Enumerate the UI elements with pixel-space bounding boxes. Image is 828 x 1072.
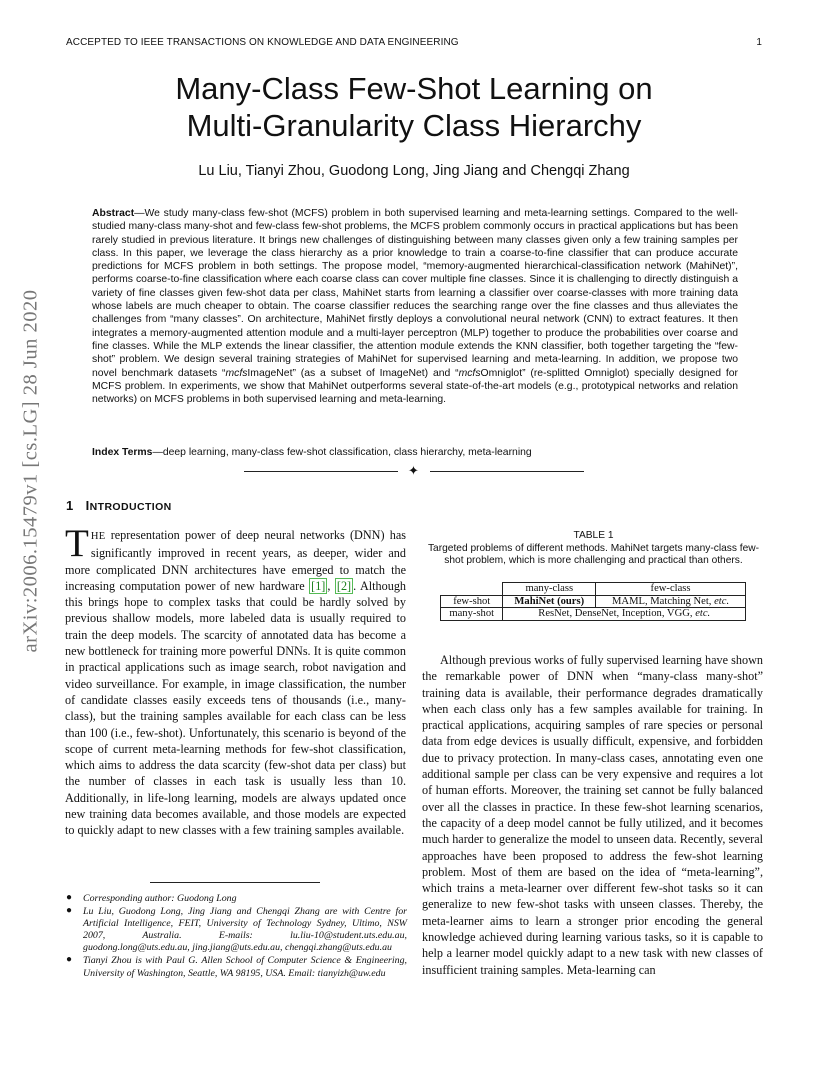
table-cell	[596, 595, 746, 608]
table-row-label: many-shot	[441, 608, 503, 621]
footnote-item	[66, 906, 407, 954]
table-row	[441, 608, 746, 621]
intro-paragraph-part-1: representation power of deep neural networks (DNN) has significantly improved in recent years, as deeper, wider and more complicated DNN architectures have emerged to match the increasing computation power of new hardware	[65, 528, 406, 593]
intro-left-column	[65, 522, 407, 839]
venue-header: ACCEPTED TO IEEE TRANSACTIONS ON KNOWLEDGE AND DATA ENGINEERING	[66, 37, 459, 48]
abstract-mcfs-2: mcfs	[458, 367, 481, 379]
abstract-text: —We study many-class few-shot (MCFS) problem in both supervised learning and meta-learning settings. Compared to the well-studied many-class many-shot and few-class few-shot problems, the MCFS problem commonly occurs in practical applications but has been rarely studied in previous literature. It brings new challenges of distinguishing between many classes given only a few training samples per class. In this paper, we leverage the class hierarchy as a prior knowledge to train a coarse-to-fine classifier that can produce accurate predictions for MCFS problem in both settings. The propose model, “memory-augmented hierarchical-classification network (MahiNet)”, performs coarse-to-fine classification where each coarse class can cover multiple fine classes. Since it is challenging to directly distinguish a variety of fine classes given few-shot data per class, MahiNet starts from learning a classifier over coarse-classes with more training data whose labels are much cheaper to obtain. The coarse classifier reduces the searching range over the fine classes and thus alleviates the challenges from “many classes”. On architecture, MahiNet firstly deploys a convolutional neural network (CNN) to extract features. It then integrates a memory-augmented attention module and a multi-layer perceptron (MLP) together to produce the probabilities over coarse and fine classes. While the MLP extends the linear classifier, the attention module extends the KNN classifier, both together targeting the “few-shot” problem. We design several training strategies of MahiNet for supervised learning and meta-learning. In addition, we propose two novel benchmark datasets “	[92, 208, 738, 379]
section-heading	[66, 498, 172, 513]
table-row	[441, 595, 746, 608]
abstract-text-3: Omniglot” (re-splitted Omniglot) specially designed for MCFS problem. In experiments, we show that MahiNet outperforms several state-of-the-art models (e.g., prototypical networks and relation networks) on MCFS problems in both supervised learning and meta-learning.	[92, 367, 738, 406]
section-title-initial: I	[85, 498, 90, 513]
index-terms	[92, 446, 738, 459]
divider-line-left	[244, 471, 398, 472]
title-line-1: Many-Class Few-Shot Learning on	[175, 71, 653, 106]
arxiv-identifier: arXiv:2006.15479v1 [cs.LG] 28 Jun 2020	[19, 289, 42, 653]
page-number: 1	[756, 37, 762, 48]
footnote-text: Tianyi Zhou is with Paul G. Allen School of Computer Science & Engineering, University of Washington, Seattle, WA 98195, USA. Email: tianyizh@uw.edu	[83, 955, 407, 979]
citation-separator: ,	[327, 578, 335, 593]
table-label: TABLE 1	[573, 530, 614, 541]
diamond-icon: ✦	[408, 463, 419, 478]
abstract-text-2: ImageNet” (as a subset of ImageNet) and “	[247, 367, 459, 379]
table-cell-mahinet: MahiNet (ours)	[503, 595, 596, 608]
divider-line-right	[430, 471, 584, 472]
footnote-item	[66, 955, 407, 979]
section-number: 1	[66, 498, 74, 513]
table-cell-etc: etc.	[695, 608, 711, 619]
footnote-item	[66, 893, 407, 905]
abstract-mcfs-1: mcfs	[225, 367, 248, 379]
bullet-icon: ●	[66, 892, 73, 903]
table-corner-cell	[441, 583, 503, 596]
footnote-text: Corresponding author: Guodong Long	[83, 893, 237, 904]
title-line-2: Multi-Granularity Class Hierarchy	[186, 108, 642, 143]
author-list: Lu Liu, Tianyi Zhou, Guodong Long, Jing Jiang and Chengqi Zhang	[198, 163, 630, 179]
methods-table	[440, 582, 746, 621]
index-terms-label: Index Terms	[92, 447, 153, 458]
table-cell	[503, 608, 746, 621]
paper-title	[0, 70, 828, 144]
running-header	[66, 37, 762, 48]
table-caption	[422, 530, 765, 568]
first-word-smallcaps: HE	[90, 531, 106, 542]
citation-link-2[interactable]: [2]	[336, 578, 352, 593]
table-cell-text: MAML, Matching Net,	[612, 595, 715, 607]
drop-cap: T	[65, 522, 89, 565]
arxiv-stamp	[16, 286, 46, 656]
intro-paragraph-part-2: . Although this brings hope to complex tasks that could be hardly solved by previous shallow models, more labeled data is usually required to train the deep models. The scarcity of annotated data has become a new bottleneck for training more powerful DNNs. It is quite common in practical applications such as image search, robot navigation and video surveillance. For example, in image classification, the number of candidate classes easily exceeds tens of thousands (i.e., many-class), but the training samples available for each class can be less than 100 (i.e., few-shot). Unfortunately, this scenario is beyond of the scope of current meta-learning methods for few-shot classification, which aims to address the data scarcity (few-shot data per class) but the number of classes in each task is usually less than 10. Additionally, in life-long learning, models are always updated once new training data becomes available, and those models are expected to quickly adapt to new classes with a few training samples available.	[65, 578, 407, 838]
table-header-cell: few-class	[596, 583, 746, 596]
table-cell-etc: etc.	[714, 595, 730, 607]
footnotes	[66, 893, 407, 981]
index-terms-text: —deep learning, many-class few-shot classification, class hierarchy, meta-learning	[152, 447, 532, 458]
table-header-cell: many-class	[503, 583, 596, 596]
bullet-icon: ●	[66, 905, 73, 917]
table-row	[441, 583, 746, 596]
section-title-rest: NTRODUCTION	[89, 501, 172, 513]
intro-right-column: Although previous works of fully supervised learning have shown the remarkable power of DNN when “many-class many-shot” training data is available, their performance degrades dramatically when each class only has a few samples available for training. In practical applications, acquiring samples of rare species or personal data from edge devices is usually difficult, expensive, and forbidden due to privacy protection. In many-class cases, annotating even one additional sample per class can be very expensive and requires a lot of human efforts. Moreover, the training set cannot be fully balanced over all the classes in practice. In these few-shot learning scenarios, the capacity of a deep model cannot be fully utilized, and it becomes much harder to generalize the model to unseen data. Recently, several approaches have been proposed to address the few-shot learning problem. Most of them are based on the idea of “meta-learning”, which trains a meta-learner over different few-shot tasks so it can generalize to new few-shot tasks with unseen classes. Thereby, the meta-learner aims to learn a stronger prior encoding the general knowledge achieved during learning various tasks, so it is capable to help a learner model quickly adapt to a new task with new classes of insufficient training samples. Meta-learning can	[422, 653, 763, 977]
citation-link-1[interactable]: [1]	[311, 578, 326, 593]
table-cell-text: ResNet, DenseNet, Inception, VGG,	[538, 608, 696, 619]
footnote-text: Lu Liu, Guodong Long, Jing Jiang and Chengqi Zhang are with Centre for Artificial Intelligence, FEIT, University of Technology Sydney, Ultimo, NSW 2007, Australia. E-mails: lu.liu-10@student.uts.edu.au, guodong.long@uts.edu.au, jing.jiang@uts.edu.au, chengqi.zhang@uts.edu.au	[83, 906, 407, 954]
section-divider	[244, 464, 584, 478]
abstract	[92, 207, 738, 406]
table-row-label: few-shot	[441, 595, 503, 608]
table-caption-text: Targeted problems of different methods. MahiNet targets many-class few-shot problem, which is more challenging and practical than others.	[427, 542, 760, 566]
footnote-rule	[150, 882, 320, 883]
abstract-label: Abstract	[92, 208, 135, 219]
bullet-icon: ●	[66, 954, 73, 966]
